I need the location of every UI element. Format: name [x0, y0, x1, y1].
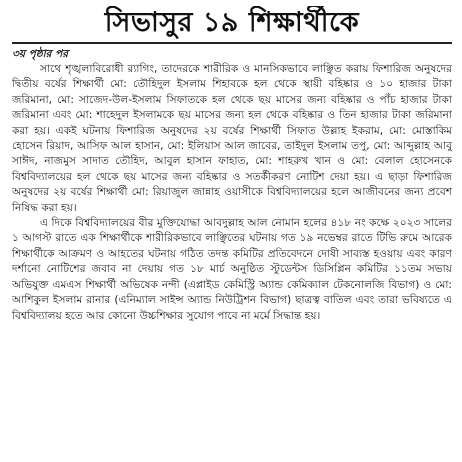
article-paragraph-1: সাথে শৃঙ্খলাবিরোধী র‌্যাগিং, তাদেরকে শারীরিক ও মানসিকভাবে লাঞ্ছিত করায় ফিশারিজ অনুষদের দ্বিতীয় বর্ষের শিক্ষার্থী মো: তৌহিদুল ইসলাম শিহাবকে হল থেকে স্থায়ী বহিষ্কার ও ১০ হাজার টাকা জরিমানা, মো: সাজেদ-উল-ইসলাম সিফাতকে হল থেকে ছয় মাসের জন্য বহিষ্কার ও পাঁচ হাজার টাকা জরিমানা এবং মো: শাহেদুল ইসলামকে ছয় মাসের জন্য হল থেকে বহিষ্কার ও তিন হাজার টাকা জরিমানা করা হয়। একই ঘটনায় ফিশারিজ অনুষদের ২য় বর্ষের শিক্ষার্থী সিফাত উল্লাহ ইকরাম, মো: মোস্তাকিম হোসেন রিয়াদ, আসিফ আল হাসান, মো: ইলিয়াস আল জাবের, তাইদুল ইসলাম তপু, মো: আব্দুল্লাহ আবু সাঈদ, নাজমুস সাদাত তৌহিদ, আবুল হাসান ফাহাত, মো: শাহরুখ খান ও মো: বেলাল হোসেনকে বিশ্ববিদ্যালয়ের হল থেকে ছয় মাসের জন্য বহিষ্কার ও সতর্কীকরণ নোটিশ দেয়া হয়। এ ছাড়া ফিশারিজ অনুষদের ২য় বর্ষের শিক্ষার্থী মো: রিয়াজুল জান্নাহ ওয়াসীকে বিশ্ববিদ্যালয়ের হলে আজীবনের জন্য প্রবেশ নিষিদ্ধ করা হয়।	[12, 63, 452, 214]
article-headline: সিভাসুর ১৯ শিক্ষার্থীকে	[104, 7, 360, 38]
article-body	[12, 62, 452, 324]
continued-from-label: ৩য় পৃষ্ঠার পর	[12, 48, 69, 60]
headline-divider	[12, 42, 452, 44]
article-paragraph-2: এ দিকে বিশ্ববিদ্যালয়ের বীর মুক্তিযোদ্ধা আবদুল্লাহ আল নোমান হলের ৪১৮ নং কক্ষে ২০২৩ সালের ১ আগস্ট রাতে এক শিক্ষার্থীকে শারীরিকভাবে লাঞ্ছিতের ঘটনায় গত ১৯ নভেম্বর রাতে টিভি রুমে আরেক শিক্ষার্থীকে আক্রমণ ও আহতের ঘটনায় গঠিত তদন্ত কমিটির প্রতিবেদনে দোষী সাব্যস্ত হওয়ায় এবং কারণ দর্শানো নোটিশের জবাব না দেয়ায় গত ১৮ মার্চ অনুষ্ঠিত স্টুডেন্টস ডিসিপ্লিন কমিটির ১১তম সভায় অভিযুক্ত এমএস শিক্ষার্থী অভিষেক নন্দী (এপ্লাইড কেমিস্ট্রি অ্যান্ড কেমিক্যাল টেকনোলজি বিভাগ) ও মো: আশিকুল ইসলাম রানার (এনিম্যাল সাইন্স অ্যান্ড নিউট্রিশন বিভাগ) ছাত্রত্ব বাতিল এবং তারা ভবিষ্যতে এ বিশ্ববিদ্যালয় হতে আর কোনো উচ্চশিক্ষার সুযোগ পাবে না মর্মে সিদ্ধান্ত হয়।	[12, 217, 452, 322]
